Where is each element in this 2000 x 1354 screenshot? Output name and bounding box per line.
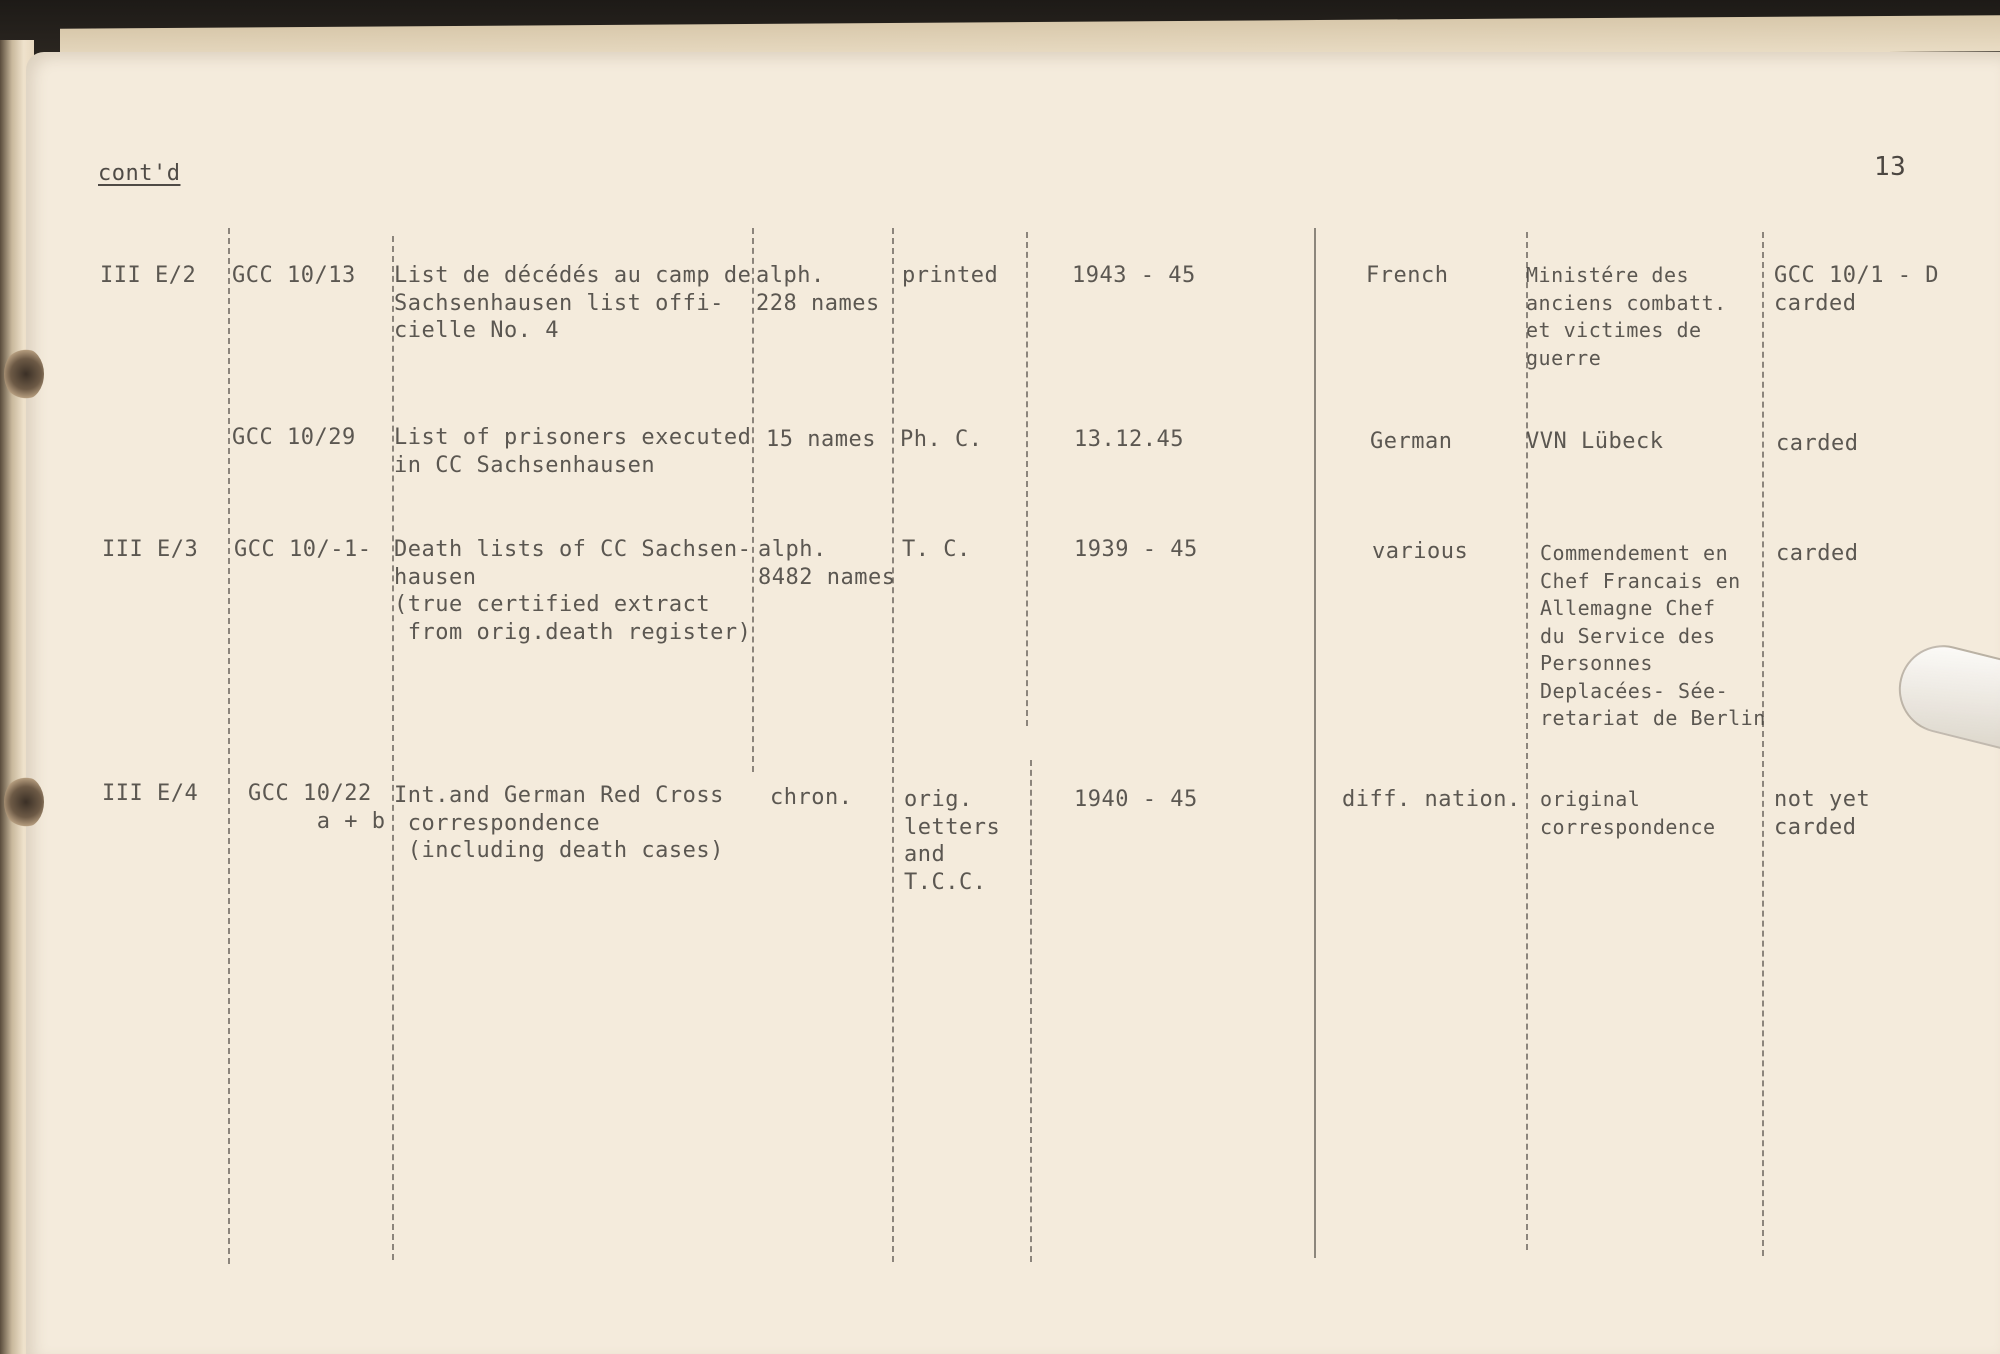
row-language: diff. nation. (1342, 787, 1521, 812)
column-divider (892, 228, 894, 1262)
row-ref: III E/3 (102, 537, 199, 562)
row-dates: 13.12.45 (1074, 427, 1184, 452)
row-arrangement: chron. (770, 785, 853, 810)
row-origin: Commendement en Chef Francais en Allemagne Chef du Service des Personnes Deplacées- Sée- retariat de Berlin (1540, 541, 1766, 730)
row-dates: 1939 - 45 (1074, 537, 1198, 562)
row-code: GCC 10/-1- (234, 537, 372, 562)
row-code: GCC 10/13 (232, 263, 356, 288)
row-type: T. C. (902, 537, 971, 562)
row-code: GCC 10/29 (232, 425, 356, 450)
contd-label: cont'd (98, 161, 181, 186)
row-language: various (1372, 539, 1469, 564)
column-divider (1026, 232, 1028, 726)
row-ref: III E/4 (102, 781, 199, 806)
row-origin: original correspondence (1540, 787, 1716, 839)
page-number: 13 (1874, 152, 1907, 182)
row-dates: 1940 - 45 (1074, 787, 1198, 812)
row-arrangement: alph. 8482 names (758, 537, 896, 590)
row-dates: 1943 - 45 (1072, 263, 1196, 288)
row-title: Death lists of CC Sachsen- hausen (true certified extract from orig.death register) (394, 537, 752, 645)
row-title: List of prisoners executed in CC Sachsenhausen (394, 425, 752, 478)
row-type: Ph. C. (900, 427, 983, 452)
row-notes: not yet carded (1774, 787, 1871, 840)
row-language: German (1370, 429, 1453, 454)
column-divider (1762, 232, 1764, 1256)
row-origin: Ministére des anciens combatt. et victimes de guerre (1526, 263, 1727, 370)
row-notes: GCC 10/1 - D carded (1774, 263, 1939, 316)
row-code: GCC 10/22 a + b (248, 781, 386, 834)
row-type: orig. letters and T.C.C. (904, 787, 1001, 895)
column-divider (228, 228, 230, 1264)
row-type: printed (902, 263, 999, 288)
row-language: French (1366, 263, 1449, 288)
column-divider (1314, 228, 1316, 1258)
row-origin: VVN Lübeck (1526, 429, 1664, 454)
row-title: List de décédés au camp de Sachsenhausen list offi- cielle No. 4 (394, 263, 752, 343)
row-notes: carded (1776, 541, 1859, 566)
column-divider (1526, 232, 1528, 1250)
row-ref: III E/2 (100, 263, 197, 288)
column-divider (1030, 760, 1032, 1262)
binder-ring-icon (4, 776, 44, 828)
column-divider (752, 228, 754, 772)
row-arrangement: alph. 228 names (756, 263, 880, 316)
column-divider (392, 236, 394, 1260)
row-title: Int.and German Red Cross correspondence (including death cases) (394, 783, 724, 863)
row-arrangement: 15 names (766, 427, 876, 452)
row-notes: carded (1776, 431, 1859, 456)
binder-ring-icon (4, 348, 44, 400)
